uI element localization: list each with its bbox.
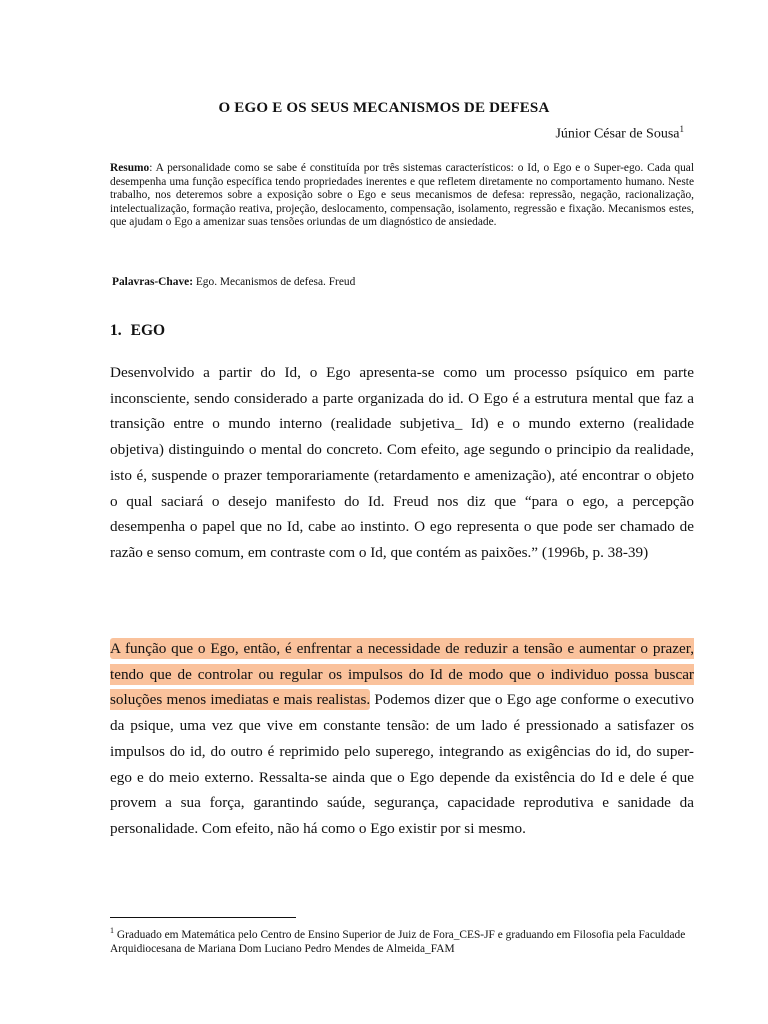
body-paragraph-2 (110, 636, 694, 842)
footnote (110, 924, 700, 957)
section-heading (110, 322, 165, 340)
section-title: EGO (130, 322, 166, 339)
document-title: O EGO E OS SEUS MECANISMOS DE DEFESA (218, 100, 550, 116)
highlighted-text[interactable]: A função que o Ego, então, é enfrentar a necessidade de reduzir a tensão e aumentar o prazer, tendo que de controlar ou regular os impulsos do Id de modo que o individuo possa buscar soluções menos imediatas e mais realistas. (110, 640, 694, 709)
body-paragraph-1: Desenvolvido a partir do Id, o Ego apresenta-se como um processo psíquico em parte inconsciente, sendo considerado a parte organizada do id. O Ego é a estrutura mental que faz a transição entre o mundo interno (realidade subjetiva_ Id) e o mundo externo (realidade objetiva) distinguindo o mental do concreto. Com efeito, age segundo o principio da realidade, isto é, suspende o prazer temporariamente (retardamento e amenização), até encontrar o objeto o qual saciará o desejo manifesto do Id. Freud nos diz que “para o ego, a percepção desempenha o papel que no Id, cabe ao instinto. O ego representa o que pode ser chamado de razão e senso comum, em contraste com o Id, que contém as paixões.” (1996b, p. 38-39) (110, 364, 694, 561)
abstract-text: : A personalidade como se sabe é constituída por três sistemas característicos: o Id, o Ego e o Super-ego. Cada qual desempenha uma função específica tendo propriedades inerentes e que refletem diretamente no comportamento humano. Neste trabalho, nos deteremos sobre a exposição sobre o Ego e seus mecanismos de defesa: repressão, negação, racionalização, intelectualização, formação reativa, projeção, deslocamento, compensação, isolamento, regressão e fixação. Mecanismos estes, que ajudam o Ego a amenizar suas tensões oriundas de um diagnóstico de ansiedade. (110, 162, 694, 229)
footnote-divider (110, 917, 296, 918)
author-footnote-mark: 1 (679, 124, 684, 134)
keywords-text: Ego. Mecanismos de defesa. Freud (193, 276, 356, 288)
keywords (112, 276, 355, 288)
footnote-mark: 1 (110, 926, 114, 935)
abstract-label: Resumo (110, 162, 150, 174)
keywords-label: Palavras-Chave: (112, 276, 193, 288)
section-number: 1. (110, 322, 122, 339)
author-name: Júnior César de Sousa (555, 126, 680, 142)
abstract (110, 162, 694, 230)
footnote-text: Graduado em Matemática pelo Centro de Ensino Superior de Juiz de Fora_CES-JF e graduando em Filosofia pela Faculdade Arquidiocesana de Mariana Dom Luciano Pedro Mendes de Almeida_FAM (110, 928, 686, 956)
paragraph-2-text: Podemos dizer que o Ego age conforme o executivo da psique, uma vez que vive em constante tensão: de um lado é pressionado a satisfazer os impulsos do id, do outro é reprimido pelo superego, integrando as exigências do id, do super-ego e do meio externo. Ressalta-se ainda que o Ego depende da existência do Id e dele é que provem a sua força, garantindo saúde, segurança, capacidade reprodutiva e sanidade da personalidade. Com efeito, não há como o Ego existir por si mesmo. (110, 691, 694, 837)
author-line (555, 124, 684, 143)
